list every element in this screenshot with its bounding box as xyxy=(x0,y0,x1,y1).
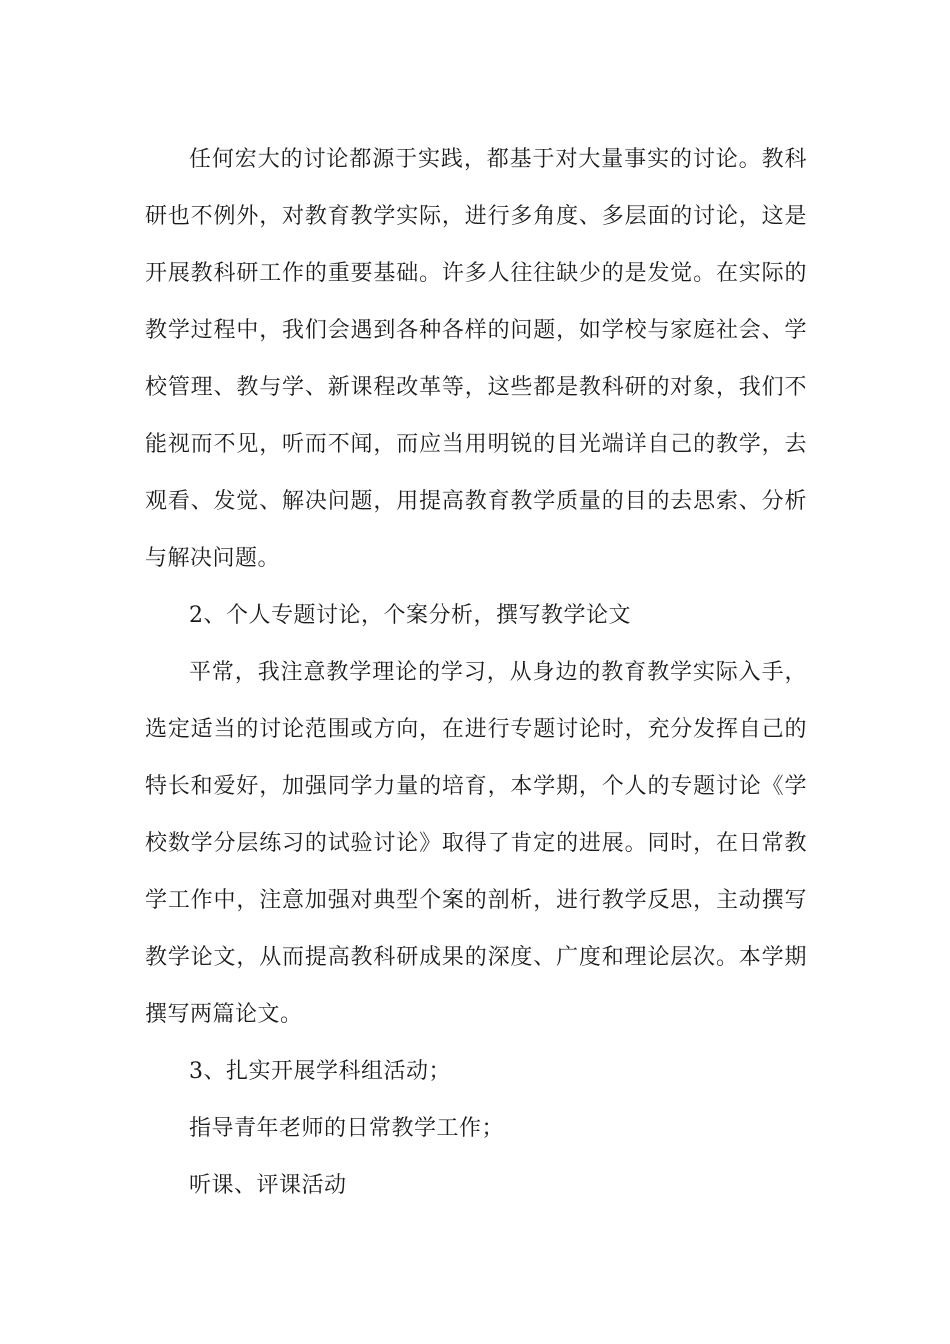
paragraph-personal-research: 平常，我注意教学理论的学习，从身边的教育教学实际入手，选定适当的讨论范围或方向，在进行专题讨论时，充分发挥自己的特长和爱好，加强同学力量的培育，本学期，个人的专题讨论《学校数学分层练习的试验讨论》取得了肯定的进展。同时，在日常教学工作中，注意加强对典型个案的剖析，进行教学反思，主动撰写教学论文，从而提高教科研成果的深度、广度和理论层次。本学期撰写两篇论文。 xyxy=(145,660,807,1027)
paragraph-research-practice: 任何宏大的讨论都源于实践，都基于对大量事实的讨论。教科研也不例外，对教育教学实际，进行多角度、多层面的讨论，这是开展教科研工作的重要基础。许多人往往缺少的是发觉。在实际的教学过程中，我们会遇到各种各样的问题，如学校与家庭社会、学校管理、教与学、新课程改革等，这些都是教科研的对象，我们不能视而不见，听而不闻，而应当用明锐的目光端详自己的教学，去观看、发觉、解决问题，用提高教育教学质量的目的去思索、分析与解决问题。 xyxy=(145,147,807,571)
item-guide-young-teachers: 指导青年老师的日常教学工作； xyxy=(189,1116,505,1141)
heading-personal-research: 2、个人专题讨论，个案分析，撰写教学论文 xyxy=(189,603,631,628)
document-body xyxy=(145,131,807,1214)
heading-subject-group: 3、扎实开展学科组活动； xyxy=(189,1059,451,1084)
item-lesson-observation: 听课、评课活动 xyxy=(189,1173,347,1198)
